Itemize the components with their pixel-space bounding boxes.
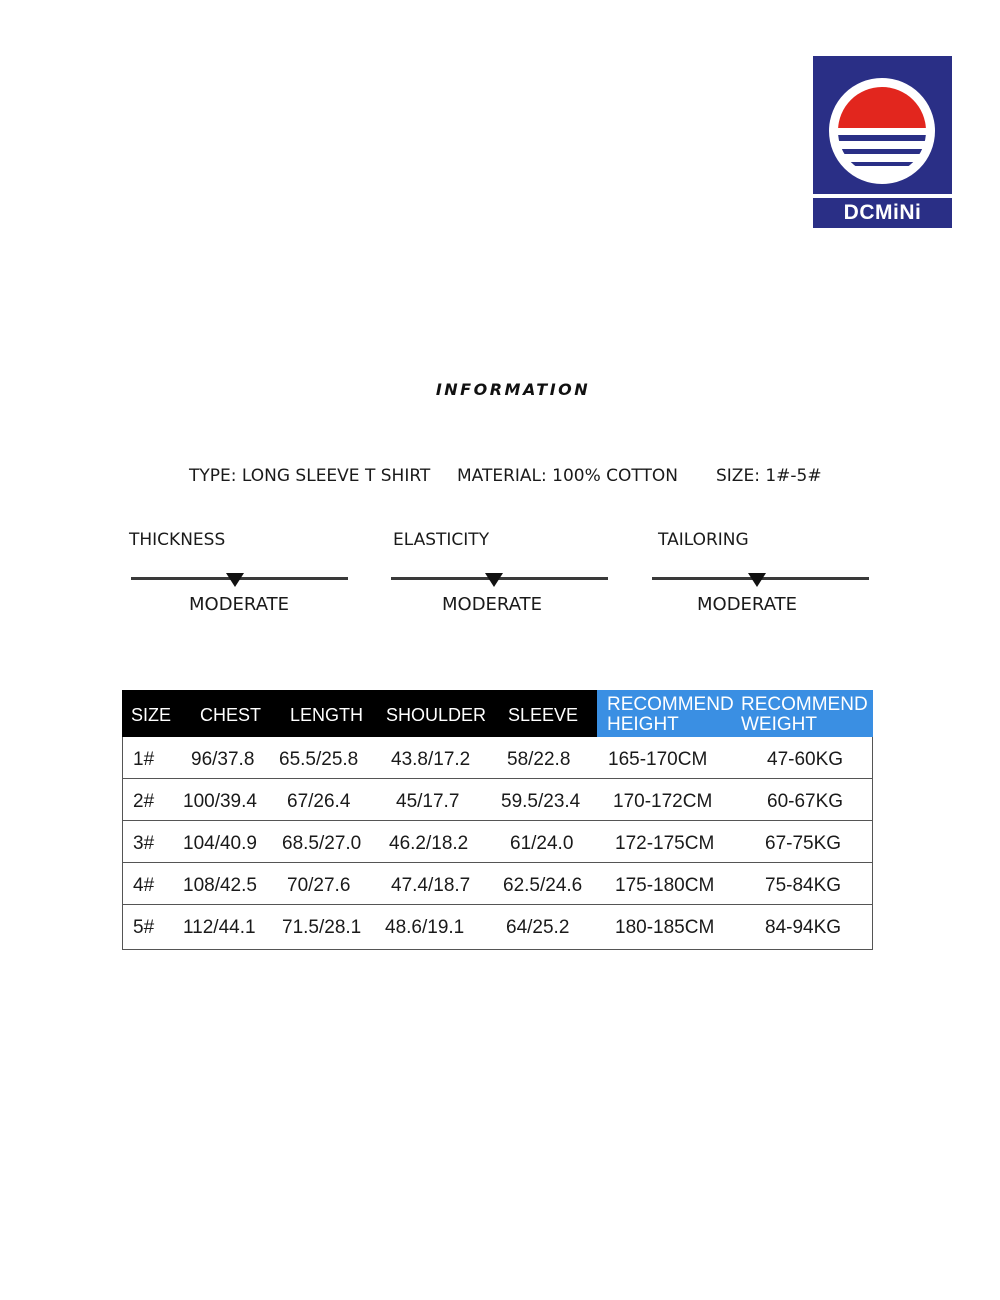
elasticity-value: MODERATE	[442, 594, 542, 615]
cell-chest: 112/44.1	[183, 917, 256, 938]
thickness-scale	[129, 530, 369, 630]
logo-emblem	[813, 56, 952, 194]
header-recommend-weight-line2: WEIGHT	[741, 714, 817, 735]
cell-height: 175-180CM	[615, 875, 715, 896]
cell-height: 165-170CM	[608, 749, 708, 770]
tailoring-value: MODERATE	[697, 594, 797, 615]
table-header	[122, 690, 873, 737]
brand-logo	[813, 56, 952, 228]
elasticity-label: ELASTICITY	[393, 530, 490, 550]
cell-shoulder: 48.6/19.1	[385, 917, 465, 938]
product-material: MATERIAL: 100% COTTON	[457, 466, 678, 486]
cell-shoulder: 47.4/18.7	[391, 875, 471, 896]
cell-length: 70/27.6	[287, 875, 351, 896]
cell-height: 180-185CM	[615, 917, 715, 938]
tailoring-label: TAILORING	[658, 530, 749, 550]
cell-sleeve: 61/24.0	[510, 833, 574, 854]
header-recommend-height	[607, 695, 734, 735]
table-row	[123, 821, 872, 863]
cell-size: 4#	[133, 875, 155, 896]
cell-height: 170-172CM	[613, 791, 713, 812]
cell-weight: 84-94KG	[765, 917, 842, 938]
cell-chest: 100/39.4	[183, 791, 257, 812]
header-shoulder: SHOULDER	[386, 705, 487, 725]
cell-shoulder: 43.8/17.2	[391, 749, 471, 770]
information-heading: INFORMATION	[435, 380, 591, 399]
cell-size: 1#	[133, 749, 155, 770]
cell-sleeve: 58/22.8	[507, 749, 571, 770]
thickness-marker-icon	[226, 573, 244, 587]
header-chest: CHEST	[200, 705, 262, 725]
cell-chest: 104/40.9	[183, 833, 257, 854]
cell-weight: 67-75KG	[765, 833, 842, 854]
product-type: TYPE: LONG SLEEVE T SHIRT	[189, 466, 431, 486]
elasticity-marker-icon	[485, 573, 503, 587]
tailoring-marker-icon	[748, 573, 766, 587]
elasticity-scale	[393, 530, 633, 630]
header-recommend-weight-line1: RECOMMEND	[741, 694, 868, 715]
header-recommend-weight	[741, 695, 868, 735]
cell-size: 3#	[133, 833, 155, 854]
cell-shoulder: 45/17.7	[396, 791, 460, 812]
table-row	[123, 863, 872, 905]
cell-sleeve: 64/25.2	[506, 917, 570, 938]
sunset-icon	[813, 56, 952, 194]
cell-length: 71.5/28.1	[282, 917, 362, 938]
product-size-range: SIZE: 1#-5#	[716, 466, 822, 486]
cell-sleeve: 59.5/23.4	[501, 791, 581, 812]
table-row	[123, 779, 872, 821]
thickness-value: MODERATE	[189, 594, 289, 615]
size-chart-table	[122, 690, 873, 950]
cell-length: 68.5/27.0	[282, 833, 362, 854]
cell-shoulder: 46.2/18.2	[389, 833, 469, 854]
cell-length: 65.5/25.8	[279, 749, 359, 770]
cell-size: 2#	[133, 791, 155, 812]
cell-height: 172-175CM	[615, 833, 715, 854]
cell-chest: 108/42.5	[183, 875, 257, 896]
cell-size: 5#	[133, 917, 155, 938]
cell-weight: 60-67KG	[767, 791, 844, 812]
cell-chest: 96/37.8	[191, 749, 255, 770]
header-size: SIZE	[131, 705, 172, 725]
cell-sleeve: 62.5/24.6	[503, 875, 583, 896]
cell-weight: 75-84KG	[765, 875, 842, 896]
tailoring-scale	[658, 530, 898, 630]
header-length: LENGTH	[290, 705, 364, 725]
table-row	[123, 737, 872, 779]
header-sleeve: SLEEVE	[508, 705, 579, 725]
thickness-label: THICKNESS	[129, 530, 226, 550]
cell-weight: 47-60KG	[767, 749, 844, 770]
cell-length: 67/26.4	[287, 791, 351, 812]
header-recommend-height-line2: HEIGHT	[607, 714, 679, 735]
header-recommend-height-line1: RECOMMEND	[607, 694, 734, 715]
brand-name: DCMiNi	[813, 198, 952, 228]
table-row	[123, 905, 872, 947]
